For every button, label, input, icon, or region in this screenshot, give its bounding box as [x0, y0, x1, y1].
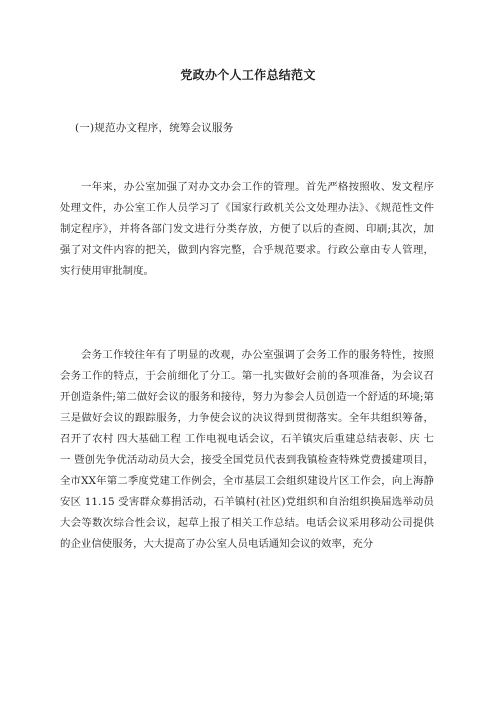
paragraph-2: 会务工作较往年有了明显的改观，办公室强调了会务工作的服务特性，按照会务工作的特点，于会前细化了分工。第一扎实做好会前的各项准备，为会议召开创造条件;第二做好会议的服务和接待，努力为参会人员创造一个舒适的环境;第三是做好会议的跟踪服务，力争使会议的决议得到贯彻落实。全年共组织筹备，召开了农村 四大基础工程 工作电视电话会议，石羊镇灾后重建总结表彰、庆 七 一 暨创先争优活动动员大会，接受全国党员代表到我镇检查特殊党费援建项目，全市XX年第二季度党建工作例会，全市基层工会组织建设片区工作会，向上海静安区 11.15 受害群众募捐活动，石羊镇村(社区)党组织和自治组织换届选举动员大会等数次综合性会议，起草上报了相关工作总结。电话会议采用移动公司提供的企业信使服务，大大提高了办公室人员电话通知会议的效率，充分 [60, 349, 434, 550]
document-title: 党政办个人工作总结范文 [180, 68, 316, 82]
paragraph-1: 一年来，办公室加强了对办文办会工作的管理。首先严格按照收、发文程序处理文件，办公室工作人员学习了《国家行政机关公文处理办法》、《规范性文件制定程序》，并将各部门发文进行分类存放，方便了以后的查阅、印刷;其次，加强了对文件内容的把关，做到内容完整，合乎规范要求。行政公章由专人管理，实行使用审批制度。 [60, 181, 434, 277]
section-heading: (一)规范办文程序，统筹会议服务 [75, 122, 234, 134]
